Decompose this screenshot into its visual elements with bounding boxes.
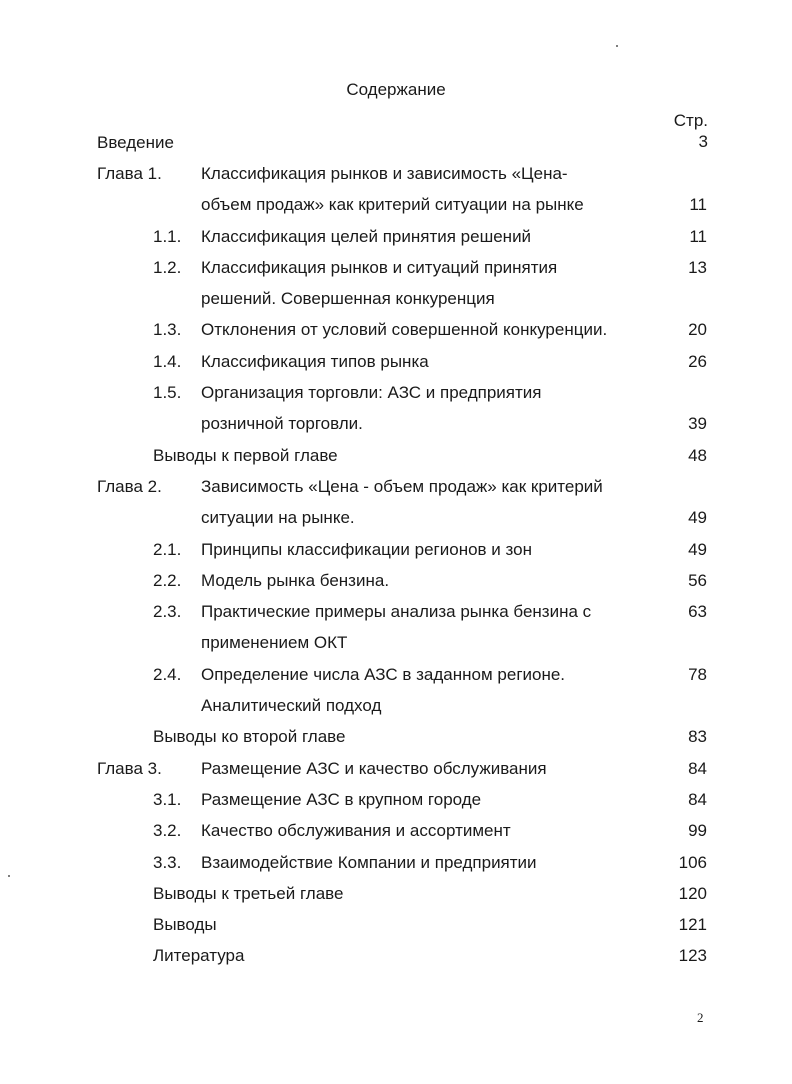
chapter-1-summary: Выводы к первой главе — [153, 446, 338, 465]
section-1-4-page: 26 — [688, 352, 707, 371]
section-1-4-title: Классификация типов рынка — [201, 352, 429, 371]
section-3-3-number: 3.3. — [153, 853, 182, 872]
chapter-2-summary: Выводы ко второй главе — [153, 727, 346, 746]
section-3-1-title: Размещение АЗС в крупном городе — [201, 790, 482, 809]
chapter-2-title-line2: ситуации на рынке. — [201, 508, 355, 527]
toc-intro: Введение — [97, 133, 174, 152]
section-2-4-page: 78 — [688, 665, 707, 684]
section-2-2-number: 2.2. — [153, 571, 182, 590]
section-1-1-page: 11 — [689, 227, 707, 246]
section-3-3-title: Взаимодействие Компании и предприятии — [201, 853, 537, 872]
section-2-3-title-line2: применением ОКТ — [201, 633, 348, 652]
chapter-2-label: Глава 2. — [97, 477, 162, 496]
section-2-1-title: Принципы классификации регионов и зон — [201, 540, 532, 559]
chapter-1-page: 11 — [689, 195, 707, 214]
chapter-3-page: 84 — [688, 759, 707, 778]
section-1-1-title: Классификация целей принятия решений — [201, 227, 532, 246]
scan-speck — [8, 875, 10, 877]
section-2-3-page: 63 — [688, 602, 707, 621]
section-1-5-number: 1.5. — [153, 383, 182, 402]
chapter-3-title: Размещение АЗС и качество обслуживания — [201, 759, 547, 778]
intro-page: 3 — [698, 132, 708, 151]
section-1-2-title-line1: Классификация рынков и ситуаций принятия — [201, 258, 558, 277]
section-2-4-title-line1: Определение числа АЗС в заданном регионе. — [201, 665, 566, 684]
toc-conclusions-page: 121 — [678, 915, 707, 934]
toc-literature: Литература — [153, 946, 245, 965]
section-2-1-page: 49 — [688, 540, 707, 559]
section-3-2-number: 3.2. — [153, 821, 182, 840]
chapter-3-summary-page: 120 — [678, 884, 707, 903]
chapter-1-label: Глава 1. — [97, 164, 162, 183]
section-3-1-number: 3.1. — [153, 790, 182, 809]
toc-conclusions: Выводы — [153, 915, 217, 934]
chapter-3-label: Глава 3. — [97, 759, 162, 778]
toc-title: Содержание — [346, 80, 446, 99]
section-2-2-title: Модель рынка бензина. — [201, 571, 390, 590]
section-1-3-page: 20 — [688, 320, 707, 339]
section-2-2-page: 56 — [688, 571, 707, 590]
section-1-5-page: 39 — [688, 414, 707, 433]
section-1-2-title-line2: решений. Совершенная конкуренция — [201, 289, 495, 308]
chapter-1-summary-page: 48 — [688, 446, 707, 465]
page-column-label: Стр. — [673, 111, 708, 130]
chapter-2-title-line1: Зависимость «Цена - объем продаж» как критерий — [201, 477, 603, 496]
section-1-5-title-line2: розничной торговли. — [201, 414, 363, 433]
scan-speck — [616, 45, 618, 47]
chapter-3-summary: Выводы к третьей главе — [153, 884, 344, 903]
section-1-5-title-line1: Организация торговли: АЗС и предприятия — [201, 383, 542, 402]
chapter-1-title-line2: объем продаж» как критерий ситуации на рынке — [201, 195, 584, 214]
section-1-4-number: 1.4. — [153, 352, 182, 371]
section-2-1-number: 2.1. — [153, 540, 182, 559]
section-3-3-page: 106 — [678, 853, 707, 872]
section-1-3-number: 1.3. — [153, 320, 182, 339]
section-2-3-title-line1: Практические примеры анализа рынка бензина с — [201, 602, 592, 621]
section-2-3-number: 2.3. — [153, 602, 182, 621]
section-1-3-title: Отклонения от условий совершенной конкуренции. — [201, 320, 608, 339]
section-3-1-page: 84 — [688, 790, 707, 809]
section-1-2-number: 1.2. — [153, 258, 182, 277]
section-2-4-title-line2: Аналитический подход — [201, 696, 382, 715]
page-number: 2 — [697, 1010, 704, 1025]
chapter-2-page: 49 — [688, 508, 707, 527]
section-3-2-title: Качество обслуживания и ассортимент — [201, 821, 511, 840]
section-1-2-page: 13 — [688, 258, 707, 277]
chapter-1-title-line1: Классификация рынков и зависимость «Цена- — [201, 164, 568, 183]
page-column-header — [666, 110, 708, 152]
chapter-2-summary-page: 83 — [688, 727, 707, 746]
section-1-1-number: 1.1. — [153, 227, 182, 246]
toc-literature-page: 123 — [678, 946, 707, 965]
section-3-2-page: 99 — [688, 821, 707, 840]
section-2-4-number: 2.4. — [153, 665, 182, 684]
